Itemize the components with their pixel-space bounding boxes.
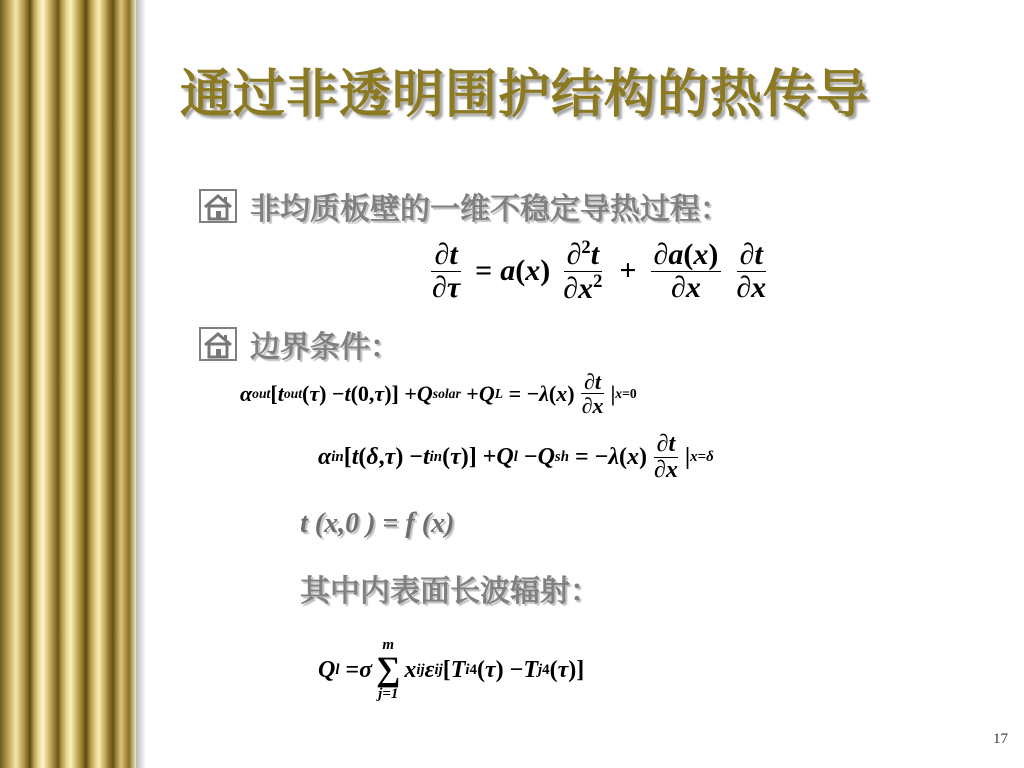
bullet-2 xyxy=(198,322,400,366)
slide-title: 通过非透明围护结构的热传导 xyxy=(180,65,870,125)
bullet-2-text: 边界条件： xyxy=(250,330,400,365)
bullet-1 xyxy=(198,184,730,228)
longwave-radiation-heading: 其中内表面长波辐射： xyxy=(300,574,600,609)
initial-condition: t (x,0 ) = f (x) xyxy=(300,508,455,539)
outer-boundary-equation: α out [ t out ( τ ) − t (0, τ )] + Q solar + Q L = − λ ( x ) $\frac{\partial t}{\partial x}$ | x=0 xyxy=(240,369,637,419)
inner-boundary-equation: α in [ t ( δ , τ ) − t in ( τ )] + Q l − Q sh = − λ ( x ) $\frac{\partial t}{\partial x}$ | x=δ xyxy=(318,431,714,484)
house-icon xyxy=(198,326,238,362)
decorative-gold-column xyxy=(0,0,136,768)
house-icon xyxy=(198,188,238,224)
heat-equation: $\frac{\partial t}{\partial\tau}$ = a ( x ) $\frac{\partial^2t}{\partial x^2}$ + $\frac{\partial a(x)}{\partial x}$ $\frac{\partial t}{\partial x}$ xyxy=(432,237,767,305)
page-number: 17 xyxy=(993,731,1008,747)
bullet-1-text: 非均质板壁的一维不稳定导热过程： xyxy=(250,192,730,227)
radiation-equation: Q l = σ m ∑ j=1 x ij ε ij [ T i 4 ( τ ) − T j 4 ( τ )] xyxy=(318,637,585,702)
